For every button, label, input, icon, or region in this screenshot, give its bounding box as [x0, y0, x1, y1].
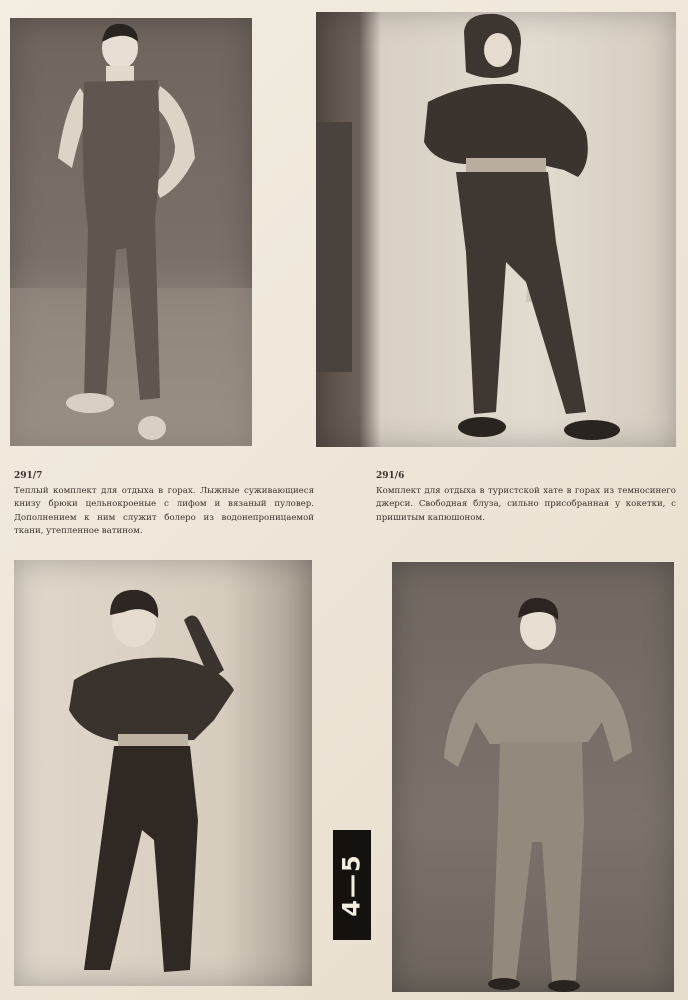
caption-number: 291/6	[376, 471, 405, 481]
photo-bolero-trousers	[392, 562, 674, 992]
photo-blouse-hood-belt	[316, 12, 676, 447]
caption-text: Комплект для отдыха в туристской хате в горах из темносинего джерси. Свободная блуза, сильно присобранная у кокетки, с пришитым капюшоном.	[376, 486, 676, 523]
model-figure-a	[10, 18, 252, 446]
caption-291-6	[376, 470, 676, 525]
photo-blouse-belt-tassel	[14, 560, 312, 986]
model-figure-d	[392, 562, 674, 992]
model-figure-c	[14, 560, 312, 986]
photo-overalls-turtleneck	[10, 18, 252, 446]
page-number-badge	[333, 830, 371, 940]
model-figure-b	[316, 12, 676, 447]
caption-text: Теплый комплект для отдыха в горах. Лыжные суживающиеся книзу брюки цельнокроеные с лифом и вязаный пуловер. Дополнением к ним служит болеро из водонепроницаемой ткани, утепленное ватином.	[14, 486, 314, 536]
caption-number: 291/7	[14, 471, 43, 481]
page-number: 4—5	[338, 853, 366, 917]
caption-291-7	[14, 470, 314, 538]
